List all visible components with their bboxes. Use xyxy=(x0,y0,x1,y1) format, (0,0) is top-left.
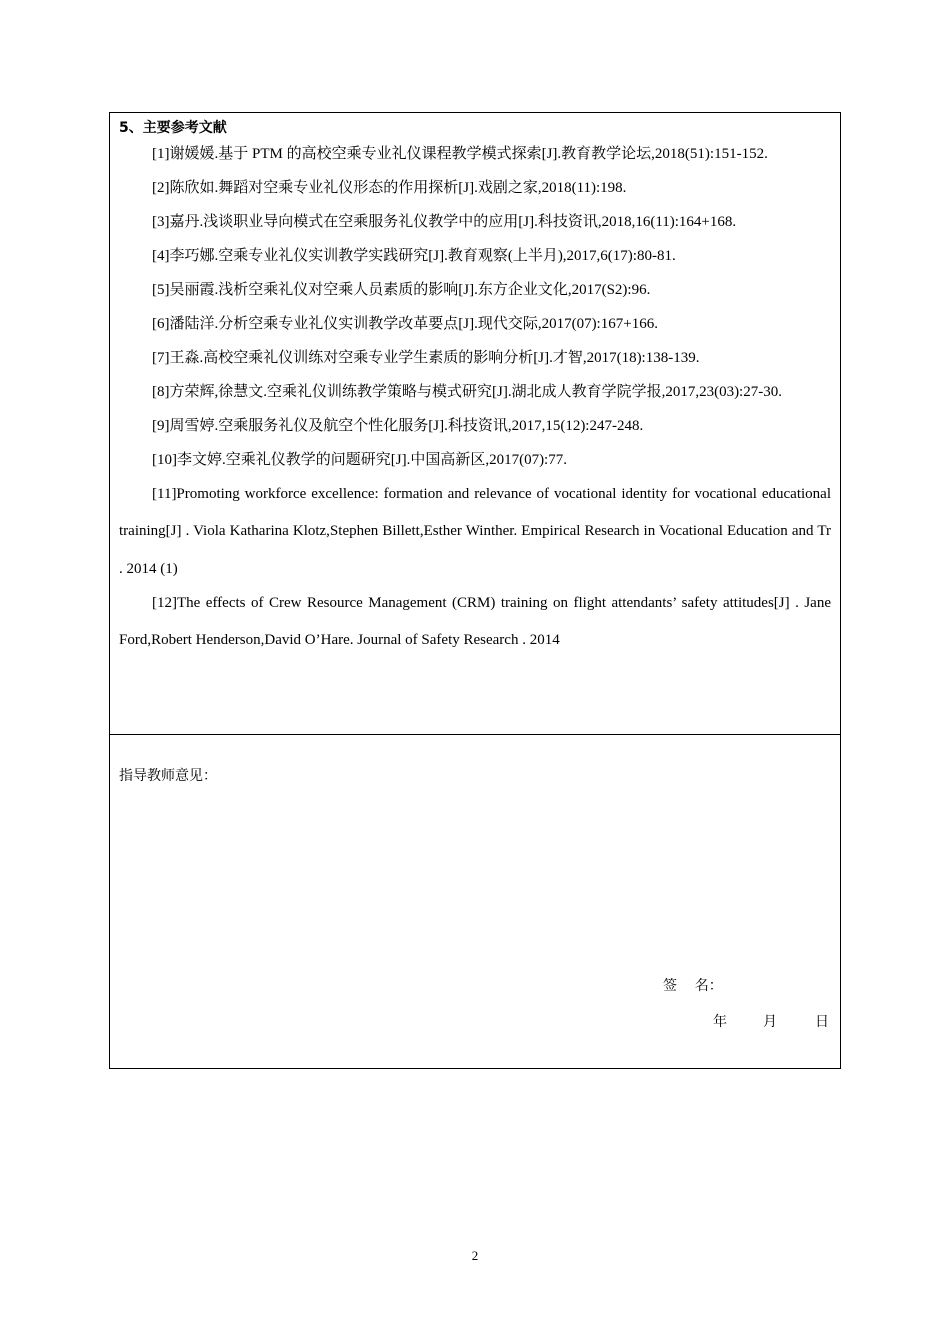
references-title: 5、主要参考文献 xyxy=(119,120,227,136)
reference-item-3: [3]嘉丹.浅谈职业导向模式在空乘服务礼仪教学中的应用[J].科技资讯,2018,16(11):164+168. xyxy=(152,213,737,230)
reference-item-2: [2]陈欣如.舞蹈对空乘专业礼仪形态的作用探析[J].戏剧之家,2018(11):198. xyxy=(152,179,627,196)
advisor-opinion-label: 指导教师意见： xyxy=(119,768,217,784)
references-section xyxy=(110,113,840,735)
reference-item-4: [4]李巧娜.空乘专业礼仪实训教学实践研究[J].教育观察(上半月),2017,6(17):80-81. xyxy=(152,247,676,264)
page-number: 2 xyxy=(471,1248,479,1263)
reference-item-11: [11]Promoting workforce excellence: formation and relevance of vocational identity for vocational educational training[J] . Viola Katharina Klotz,Stephen Billett,Esther Winther. Empirical Research in Vocational Education and Tr . 2014 (1) xyxy=(119,485,831,577)
advisor-opinion-section xyxy=(110,735,840,1068)
reference-item-12: [12]The effects of Crew Resource Management (CRM) training on flight attendants’ safety attitudes[J] . Jane Ford,Robert Henderson,David O’Hare. Journal of Safety Research . 2014 xyxy=(119,594,831,648)
date-month-label: 月 xyxy=(763,1014,777,1030)
date-row xyxy=(713,1011,835,1033)
date-day-label: 日 xyxy=(815,1014,829,1030)
reference-item-5: [5]吴丽霞.浅析空乘礼仪对空乘人员素质的影响[J].东方企业文化,2017(S2):96. xyxy=(152,281,651,298)
signature-label: 签 名： xyxy=(663,978,723,994)
reference-item-8: [8]方荣辉,徐慧文.空乘礼仪训练教学策略与模式研究[J].湖北成人教育学院学报,2017,23(03):27-30. xyxy=(152,383,782,400)
proposal-form-table xyxy=(109,112,841,1069)
date-year-label: 年 xyxy=(713,1014,727,1030)
reference-item-7: [7]王淼.高校空乘礼仪训练对空乘专业学生素质的影响分析[J].才智,2017(18):138-139. xyxy=(152,349,700,366)
reference-item-10: [10]李文婷.空乘礼仪教学的问题研究[J].中国高新区,2017(07):77. xyxy=(152,451,567,468)
reference-item-6: [6]潘陆洋.分析空乘专业礼仪实训教学改革要点[J].现代交际,2017(07):167+166. xyxy=(152,315,658,332)
reference-item-9: [9]周雪婷.空乘服务礼仪及航空个性化服务[J].科技资讯,2017,15(12):247-248. xyxy=(152,417,644,434)
reference-item-1: [1]谢媛媛.基于 PTM 的高校空乘专业礼仪课程教学模式探索[J].教育教学论坛,2018(51):151-152. xyxy=(152,145,768,162)
